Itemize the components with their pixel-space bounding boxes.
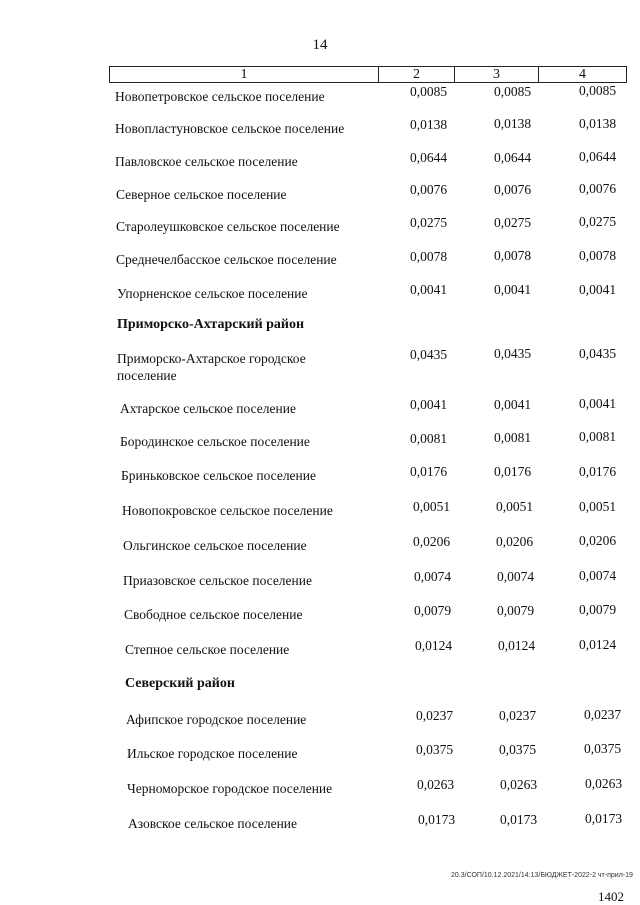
value-col-4: 0,0085 (579, 83, 617, 98)
value-col-4: 0,0041 (579, 396, 617, 411)
row-name: Среднечелбасское сельское поселение (116, 252, 337, 267)
value-col-2: 0,0237 (416, 708, 454, 723)
value-col-4: 0,0078 (579, 248, 617, 263)
value-col-2: 0,0173 (418, 812, 456, 827)
row-name: Упорненское сельское поселение (117, 286, 308, 301)
row-name: Степное сельское поселение (125, 642, 290, 657)
value-col-4: 0,0275 (579, 214, 617, 229)
value-col-3: 0,0078 (494, 248, 532, 263)
value-col-2: 0,0138 (410, 117, 448, 132)
value-col-4: 0,0435 (579, 346, 617, 361)
value-col-3: 0,0176 (494, 464, 532, 479)
value-col-2: 0,0041 (410, 397, 448, 412)
value-col-3: 0,0076 (494, 182, 532, 197)
value-col-3: 0,0041 (494, 397, 532, 412)
value-col-4: 0,0237 (584, 707, 622, 722)
value-col-2: 0,0435 (410, 347, 448, 362)
value-col-3: 0,0138 (494, 116, 532, 131)
row-name: Бриньковское сельское поселение (121, 468, 316, 483)
value-col-3: 0,0051 (496, 499, 534, 514)
value-col-3: 0,0173 (500, 812, 538, 827)
row-name: Северное сельское поселение (116, 187, 287, 202)
header-col-2: 2 (379, 67, 455, 82)
value-col-4: 0,0138 (579, 116, 617, 131)
district-title: Северский район (125, 676, 235, 691)
row-name: Свободное сельское поселение (124, 607, 303, 622)
value-col-3: 0,0275 (494, 215, 532, 230)
value-col-3: 0,0124 (498, 638, 536, 653)
value-col-4: 0,0644 (579, 149, 617, 164)
value-col-2: 0,0081 (410, 431, 448, 446)
value-col-4: 0,0079 (579, 602, 617, 617)
value-col-4: 0,0375 (584, 741, 622, 756)
value-col-4: 0,0074 (579, 568, 617, 583)
row-name: Новопетровское сельское поселение (115, 89, 325, 104)
value-col-3: 0,0206 (496, 534, 534, 549)
value-col-4: 0,0173 (585, 811, 623, 826)
value-col-2: 0,0263 (417, 777, 455, 792)
district-title: Приморско-Ахтарский район (117, 317, 305, 332)
value-col-3: 0,0085 (494, 84, 532, 99)
row-name: Старолеушковское сельское поселение (116, 219, 340, 234)
value-col-4: 0,0206 (579, 533, 617, 548)
value-col-2: 0,0079 (414, 603, 452, 618)
value-col-4: 0,0076 (579, 181, 617, 196)
header-col-3: 3 (455, 67, 539, 82)
row-name: Приморско-Ахтарское городское поселение (117, 351, 306, 383)
row-name: Павловское сельское поселение (115, 154, 298, 169)
row-name: Ольгинское сельское поселение (123, 538, 307, 553)
value-col-3: 0,0081 (494, 430, 532, 445)
value-col-4: 0,0051 (579, 499, 617, 514)
sheet-number: 1402 (598, 889, 624, 904)
value-col-2: 0,0041 (410, 282, 448, 297)
page-number: 14 (312, 37, 328, 53)
row-name: Приазовское сельское поселение (123, 573, 312, 588)
value-col-2: 0,0078 (410, 249, 448, 264)
value-col-4: 0,0081 (579, 429, 617, 444)
value-col-2: 0,0085 (410, 84, 448, 99)
value-col-3: 0,0263 (500, 777, 538, 792)
value-col-2: 0,0275 (410, 215, 448, 230)
value-col-2: 0,0375 (416, 742, 454, 757)
value-col-3: 0,0435 (494, 346, 532, 361)
value-col-2: 0,0206 (413, 534, 451, 549)
document-code: 20.3/СОП/10.12.2021/14:13/БЮДЖЕТ-2022-2 чт-прил-19 (451, 872, 633, 879)
value-col-3: 0,0079 (497, 603, 535, 618)
value-col-2: 0,0176 (410, 464, 448, 479)
value-col-2: 0,0074 (414, 569, 452, 584)
row-name: Новопокровское сельское поселение (122, 503, 333, 518)
value-col-3: 0,0074 (497, 569, 535, 584)
row-name: Черноморское городское поселение (127, 781, 333, 796)
value-col-2: 0,0051 (413, 499, 451, 514)
row-name: Ахтарское сельское поселение (120, 401, 296, 416)
value-col-2: 0,0644 (410, 150, 448, 165)
value-col-4: 0,0041 (579, 282, 617, 297)
header-col-1: 1 (110, 67, 379, 82)
row-name: Бородинское сельское поселение (120, 434, 310, 449)
value-col-4: 0,0263 (585, 776, 623, 791)
table-header (109, 66, 627, 83)
value-col-3: 0,0041 (494, 282, 532, 297)
row-name: Новопластуновское сельское поселение (115, 121, 345, 136)
row-name: Ильское городское поселение (127, 746, 298, 761)
value-col-2: 0,0076 (410, 182, 448, 197)
value-col-3: 0,0237 (499, 708, 537, 723)
value-col-4: 0,0176 (579, 464, 617, 479)
header-col-4: 4 (579, 67, 586, 82)
value-col-3: 0,0375 (499, 742, 537, 757)
value-col-4: 0,0124 (579, 637, 617, 652)
value-col-2: 0,0124 (415, 638, 453, 653)
row-name: Афипское городское поселение (126, 712, 307, 727)
row-name: Азовское сельское поселение (128, 816, 298, 831)
value-col-3: 0,0644 (494, 150, 532, 165)
